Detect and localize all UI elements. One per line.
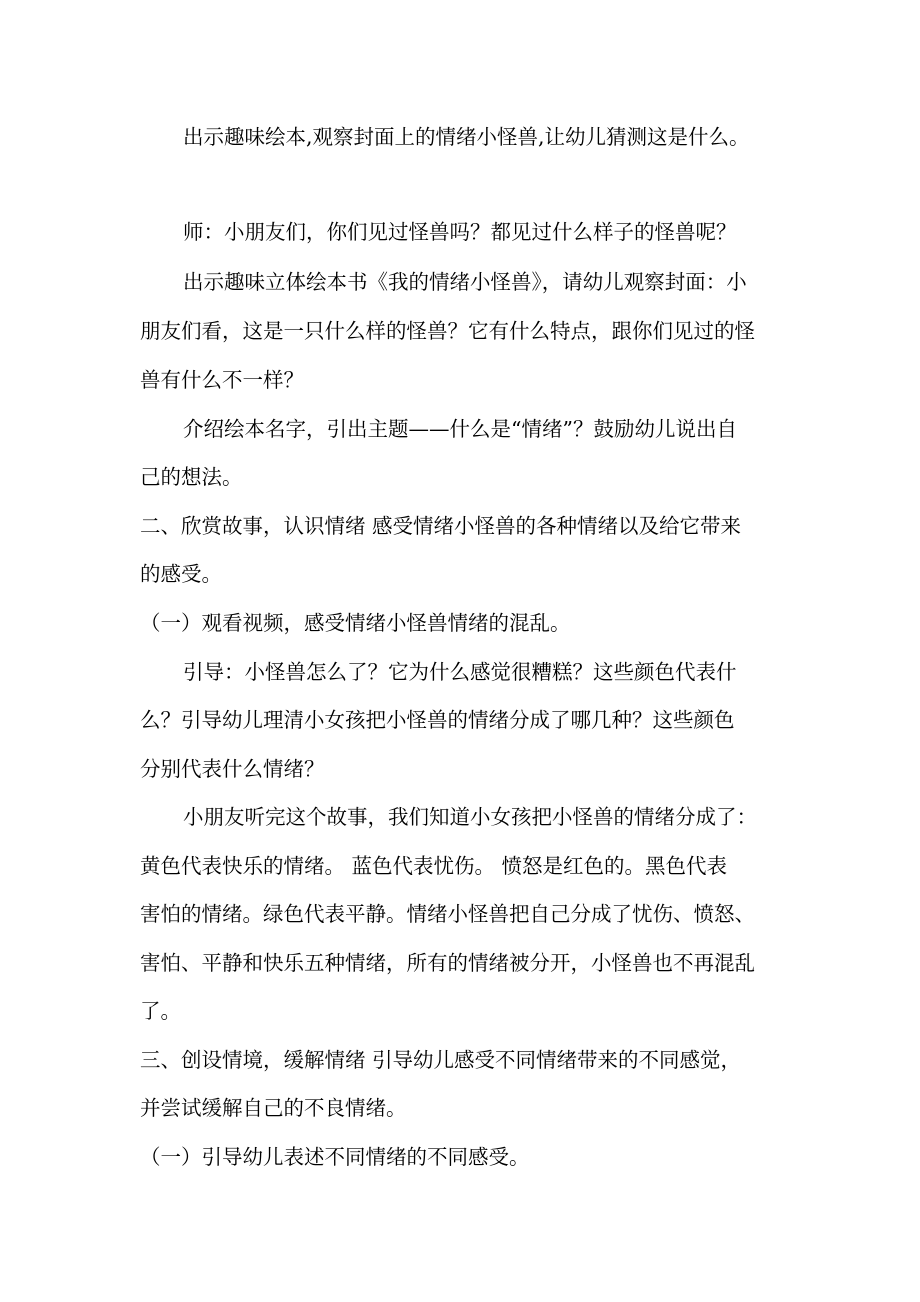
summary-line-2: 黄色代表快乐的情绪。 蓝色代表忧伤。 愤怒是红色的。黑色代表 [140, 854, 728, 878]
section-3-heading-line-1: 三、创设情境，缓解情绪 引导幼儿感受不同情绪带来的不同感觉， [140, 1048, 742, 1072]
summary-line-5: 了。 [140, 999, 181, 1023]
section-2-heading-line-1: 二、欣赏故事，认识情绪 感受情绪小怪兽的各种情绪以及给它带来 [140, 514, 742, 538]
section-3-subheading: （一）引导幼儿表述不同情绪的不同感受。 [140, 1145, 530, 1169]
section-2-heading-line-2: 的感受。 [140, 562, 222, 586]
show-book-line-2: 朋友们看，这是一只什么样的怪兽？它有什么特点，跟你们见过的怪 [140, 319, 755, 343]
show-book-line-3: 兽有什么不一样？ [140, 368, 304, 392]
guide-line-3: 分别代表什么情绪？ [140, 757, 325, 781]
introduce-name-line-1: 介绍绘本名字，引出主题——什么是“情绪”？鼓励幼儿说出自 [183, 417, 737, 441]
section-2-subheading: （一）观看视频，感受情绪小怪兽情绪的混乱。 [140, 611, 571, 635]
summary-line-4: 害怕、平静和快乐五种情绪，所有的情绪被分开，小怪兽也不再混乱 [140, 951, 755, 975]
guide-line-1: 引导：小怪兽怎么了？它为什么感觉很糟糕？这些颜色代表什 [183, 660, 737, 684]
summary-line-3: 害怕的情绪。绿色代表平静。情绪小怪兽把自己分成了忧伤、愤怒、 [140, 902, 755, 926]
teacher-question: 师：小朋友们，你们见过怪兽吗？都见过什么样子的怪兽呢？ [183, 220, 737, 244]
guide-line-2: 么？引导幼儿理清小女孩把小怪兽的情绪分成了哪几种？这些颜色 [140, 708, 735, 732]
show-book-line-1: 出示趣味立体绘本书《我的情绪小怪兽》，请幼儿观察封面：小 [183, 270, 747, 294]
summary-line-1: 小朋友听完这个故事，我们知道小女孩把小怪兽的情绪分成了： [183, 805, 757, 829]
intro-paragraph: 出示趣味绘本,观察封面上的情绪小怪兽,让幼儿猜测这是什么。 [183, 125, 750, 149]
section-3-heading-line-2: 并尝试缓解自己的不良情绪。 [140, 1096, 407, 1120]
introduce-name-line-2: 己的想法。 [140, 465, 243, 489]
